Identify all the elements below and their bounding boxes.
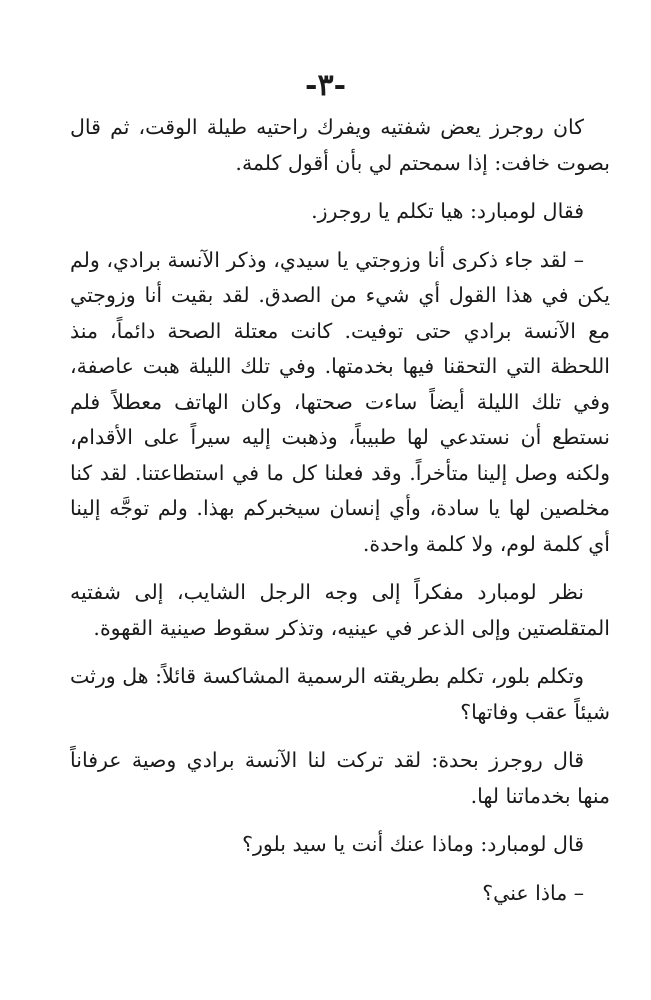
paragraph-1: كان روجرز يعض شفتيه ويفرك راحتيه طيلة الوقت، ثم قال بصوت خافت: إذا سمحتم لي بأن أقول كلمة. <box>70 115 610 175</box>
page-body <box>70 110 610 924</box>
paragraph-5: وتكلم بلور، تكلم بطريقته الرسمية المشاكسة قائلاً: هل ورثت شيئاً عقب وفاتها؟ <box>70 664 610 724</box>
paragraph-3: – لقد جاء ذكرى أنا وزوجتي يا سيدي، وذكر الآنسة برادي، ولم يكن في هذا القول أي شيء من الصدق. لقد بقيت أنا وزوجتي مع الآنسة برادي حتى توفيت. كانت معتلة الصحة دائماً، منذ اللحظة التي التحقنا فيها بخدمتها. وفي تلك الليلة هبت عاصفة، وفي تلك الليلة أيضاً ساءت صحتها، وكان الهاتف معطلاً فلم نستطع أن نستدعي لها طبيباً، وذهبت إليه سيراً على الأقدام، ولكنه وصل إلينا متأخراً. وقد فعلنا كل ما في استطاعتنا. لقد كنا مخلصين لها يا سادة، وأي إنسان سيخبركم بهذا. ولم توجَّه إلينا أي كلمة لوم، ولا كلمة واحدة. <box>70 247 610 556</box>
paragraph-6: قال روجرز بحدة: لقد تركت لنا الآنسة برادي وصية عرفاناً منها بخدماتنا لها. <box>70 748 610 808</box>
paragraph-7: قال لومبارد: وماذا عنك أنت يا سيد بلور؟ <box>242 832 584 856</box>
page-number: -٣- <box>304 68 347 103</box>
paragraph-4: نظر لومبارد مفكراً إلى وجه الرجل الشايب، إلى شفتيه المتقلصتين وإلى الذعر في عينيه، وتذكر سقوط صينية القهوة. <box>70 580 610 640</box>
paragraph-2: فقال لومبارد: هيا تكلم يا روجرز. <box>311 199 584 223</box>
paragraph-8: – ماذا عني؟ <box>482 880 584 905</box>
